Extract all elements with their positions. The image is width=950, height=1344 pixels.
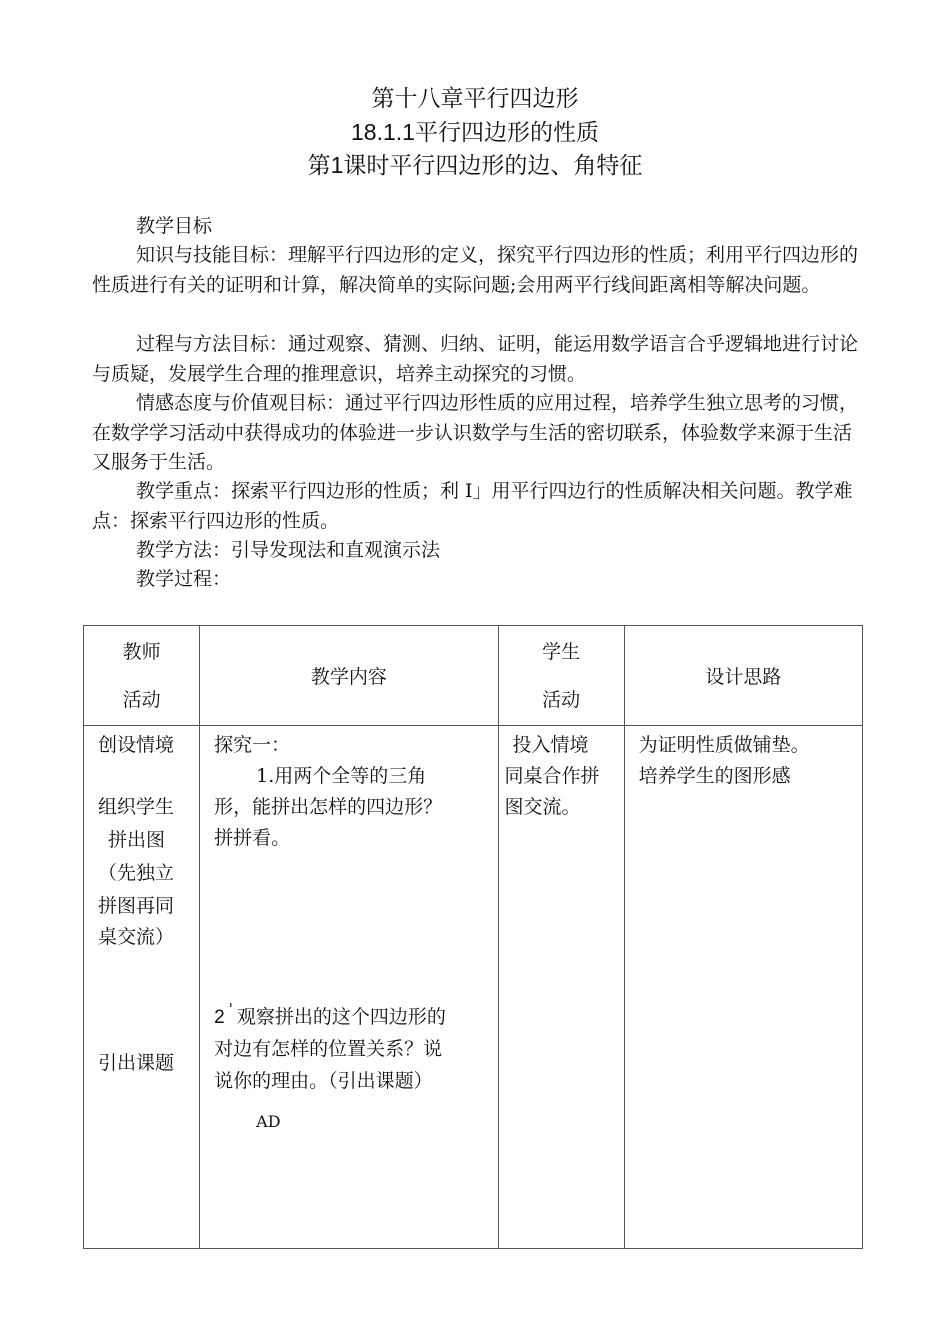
content-cell <box>200 726 498 1249</box>
student-activity-cell <box>498 726 624 1249</box>
design-line1: 为证明性质做铺垫。 <box>638 734 810 756</box>
header-student-activity <box>498 626 624 726</box>
section-text: 平行四边形的性质 <box>414 120 599 146</box>
question-2-text-line1: 观察拼出的这个四边形的 <box>236 1006 446 1028</box>
teacher-activity-2-line5: 桌交流） <box>98 926 175 948</box>
student-activity-line2: 同桌合作拼 <box>504 765 600 787</box>
teaching-methods: 教学方法：引导发现法和直观演示法 <box>136 539 441 561</box>
question-2-line3: 说你的理由。（引出课题） <box>214 1070 433 1092</box>
key-points: 教学重点：探索平行四边形的性质；利 I」用平行四边行的性质解决相关问题。教学难点：探索平行四边形的性质。 <box>92 480 853 532</box>
section-number: 18.1.1 <box>351 119 415 145</box>
header-teacher-activity <box>84 626 200 726</box>
design-line2: 培养学生的图形感 <box>638 765 791 787</box>
lesson-table <box>83 625 863 1249</box>
question-2-line2: 对边有怎样的位置关系？说 <box>214 1038 443 1060</box>
design-cell <box>624 726 862 1249</box>
question-1-line2: 形，能拼出怎样的四边形？ <box>214 796 443 818</box>
table-header-row <box>84 626 863 726</box>
lesson-text: 课时平行四边形的边、角特征 <box>343 153 643 179</box>
question-1-line3: 拼拼看。 <box>214 827 291 849</box>
header-design: 设计思路 <box>624 626 862 726</box>
question-2-mark: ' <box>228 1000 233 1018</box>
section-title <box>0 117 950 148</box>
question-2-number: 2 <box>214 1007 225 1028</box>
figure-label-ad: AD <box>256 1112 281 1131</box>
header-teacher-line2: 活动 <box>122 688 161 711</box>
question-1-line1: 1.用两个全等的三角 <box>256 765 427 787</box>
lesson-number: 1 <box>330 152 344 178</box>
student-activity-line3: 图交流。 <box>504 796 581 818</box>
header-teacher-line1: 教师 <box>122 640 161 663</box>
knowledge-goal: 知识与技能目标：理解平行四边形的定义，探究平行四边形的性质；利用平行四边形的性质进行有关的证明和计算，解决简单的实际问题;会用两平行线间距离相等解决问题。 <box>92 244 859 296</box>
header-student-line1: 学生 <box>542 640 581 663</box>
student-activity-line1: 投入情境 <box>512 734 589 756</box>
lesson-prefix: 第 <box>307 153 331 179</box>
teacher-activity-2-line1: 组织学生 <box>98 796 175 818</box>
process-heading: 教学过程： <box>136 568 232 590</box>
process-goal: 过程与方法目标：通过观察、猜测、归纳、证明，能运用数学语言合乎逻辑地进行讨论与质疑，发展学生合理的推理意识，培养主动探究的习惯。 <box>92 333 859 385</box>
teacher-activity-2-line2: 拼出图 <box>108 829 166 851</box>
emotion-goal: 情感态度与价值观目标：通过平行四边形性质的应用过程，培养学生独立思考的习惯，在数学学习活动中获得成功的体验进一步认识数学与生活的密切联系，体验数学来源于生活又服务于生活。 <box>92 392 859 473</box>
teacher-activity-2-line3: （先独立 <box>98 862 175 884</box>
teacher-activity-1: 创设情境 <box>98 734 175 756</box>
explore-label: 探究一： <box>214 734 291 756</box>
teacher-activity-3: 引出课题 <box>98 1052 175 1074</box>
teacher-activity-2-line4: 拼图再同 <box>98 895 175 917</box>
question-2-line1 <box>214 1002 446 1034</box>
lesson-title <box>0 150 950 181</box>
teacher-activity-cell <box>84 726 200 1249</box>
header-student-line2: 活动 <box>542 688 581 711</box>
chapter-title: 第十八章平行四边形 <box>371 86 579 112</box>
header-content: 教学内容 <box>200 626 498 726</box>
table-row <box>84 726 863 1249</box>
goals-heading: 教学目标 <box>136 215 213 237</box>
